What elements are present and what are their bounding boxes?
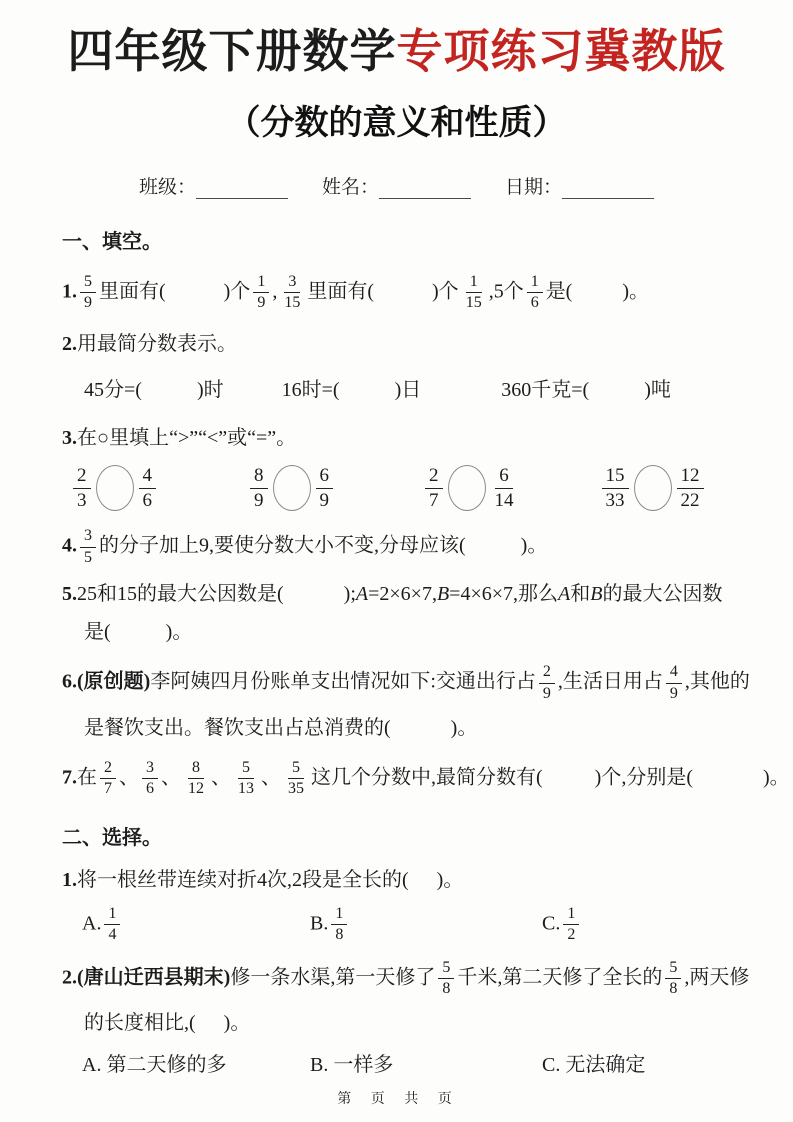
name-blank-line xyxy=(379,178,471,199)
class-blank-line xyxy=(196,178,288,199)
fraction-numerator: 4 xyxy=(666,663,682,683)
text-run: A. 第二天修的多 xyxy=(82,1054,227,1077)
fraction-denominator: 6 xyxy=(530,294,539,312)
bold-text-run: 2. xyxy=(62,332,77,355)
fraction xyxy=(666,663,682,703)
text-run: ,两天修 xyxy=(684,966,750,989)
fraction-denominator: 7 xyxy=(429,489,439,511)
fraction xyxy=(142,759,158,799)
fraction-denominator: 13 xyxy=(238,780,254,798)
fraction-denominator: 35 xyxy=(288,780,304,798)
fraction-denominator: 9 xyxy=(669,684,678,702)
text-run: 李阿姨四月份账单支出情况如下:交通出行占 xyxy=(150,670,536,693)
fraction xyxy=(316,465,334,512)
text-run: 16时=( xyxy=(281,378,340,401)
fraction-denominator: 5 xyxy=(84,548,92,566)
q7-line xyxy=(62,757,790,801)
page-title-black: 四年级下册数学 xyxy=(67,25,397,77)
class-label: 班级： xyxy=(138,176,196,198)
fraction xyxy=(491,465,518,512)
fraction xyxy=(284,759,308,799)
text-run: ); xyxy=(343,583,356,606)
fraction-numerator: 1 xyxy=(563,905,579,925)
fraction-denominator: 22 xyxy=(680,489,700,511)
text-run: 和 xyxy=(570,583,591,606)
fraction xyxy=(527,273,543,313)
text-run: C. xyxy=(542,912,561,935)
fraction xyxy=(80,527,96,567)
fraction xyxy=(139,465,157,512)
italic-variable: A xyxy=(355,583,369,606)
fraction xyxy=(563,905,579,945)
text-run: ,5个 xyxy=(488,280,524,303)
fraction xyxy=(677,465,704,512)
date-field xyxy=(505,172,654,199)
bold-text-run: 2.(唐山迁西县期末) xyxy=(62,966,231,989)
fraction-denominator: 6 xyxy=(142,489,152,511)
fraction xyxy=(602,465,629,512)
text-run: )。 xyxy=(450,717,478,740)
fraction-denominator: 9 xyxy=(319,489,329,511)
s2-q2-options xyxy=(62,1050,735,1080)
option-item xyxy=(82,903,310,947)
text-run: )吨 xyxy=(644,378,671,401)
text-run: 里面有( xyxy=(99,280,166,303)
text-run: A. xyxy=(82,912,102,935)
page-subtitle: （分数的意义和性质） xyxy=(226,103,567,142)
fraction-numerator: 2 xyxy=(425,465,443,489)
fraction xyxy=(425,465,443,512)
comparison-circle xyxy=(96,465,134,511)
fraction-numerator: 8 xyxy=(250,465,268,489)
fraction-denominator: 9 xyxy=(84,294,92,312)
fraction-numerator: 2 xyxy=(100,759,116,779)
fraction-numerator: 4 xyxy=(139,465,157,489)
fraction-numerator: 2 xyxy=(539,663,555,683)
name-label: 姓名： xyxy=(321,176,379,198)
questions-content xyxy=(0,227,793,1080)
text-run: 的长度相比,( xyxy=(84,1012,196,1035)
text-run: )。 xyxy=(520,534,548,557)
fraction-denominator: 7 xyxy=(104,780,112,798)
text-run: 是餐饮支出。餐饮支出占总消费的( xyxy=(84,717,391,740)
text-run: =2×6×7, xyxy=(368,583,437,606)
fraction-numerator: 6 xyxy=(495,465,513,489)
class-field xyxy=(139,172,288,199)
fraction-numerator: 3 xyxy=(284,273,300,293)
text-run: , xyxy=(272,280,278,303)
q3-compare-row xyxy=(62,463,735,514)
bold-text-run: 3. xyxy=(62,426,77,449)
date-label: 日期： xyxy=(505,176,563,198)
section-2-header xyxy=(62,823,735,853)
bold-text-run: 1. xyxy=(62,280,77,303)
text-run: 、 xyxy=(161,766,181,789)
fraction-numerator: 1 xyxy=(104,905,120,925)
comparison-circle xyxy=(273,465,311,511)
text-run: 、 xyxy=(261,766,281,789)
text-run: 的分子加上9,要使分数大小不变,分母应该( xyxy=(99,534,466,557)
text-run: 将一根丝带连续对折4次,2段是全长的( xyxy=(77,868,409,891)
q4-line xyxy=(62,525,735,569)
option-item xyxy=(82,1050,310,1080)
text-run: )。 xyxy=(622,280,650,303)
bold-text-run: 7. xyxy=(62,766,77,789)
section-1-header xyxy=(62,227,735,257)
text-run: )时 xyxy=(196,378,224,401)
fraction-numerator: 5 xyxy=(80,273,96,293)
fraction-numerator: 2 xyxy=(73,465,91,489)
fraction-denominator: 14 xyxy=(494,489,514,511)
text-run: 这几个分数中,最简分数有( xyxy=(311,766,543,789)
text-run: 、 xyxy=(211,766,231,789)
q2-line xyxy=(62,329,735,359)
italic-variable: B xyxy=(436,583,450,606)
fraction xyxy=(73,465,91,512)
q2-conversions xyxy=(62,375,735,405)
option-item xyxy=(542,903,735,947)
text-run: )个 xyxy=(223,280,251,303)
s2-q1-options xyxy=(62,903,735,947)
bold-text-run: 5. xyxy=(62,583,77,606)
q3-line xyxy=(62,423,735,453)
fraction-numerator: 5 xyxy=(665,959,681,979)
fraction-numerator: 5 xyxy=(438,959,454,979)
text-run: )。 xyxy=(223,1012,251,1035)
name-field xyxy=(322,172,471,199)
text-run: 360千克=( xyxy=(501,378,590,401)
text-run: =4×6×7,那么 xyxy=(449,583,559,606)
page-title-red: 专项练习冀教版 xyxy=(396,25,726,77)
fraction-denominator: 8 xyxy=(669,979,678,997)
fraction-denominator: 15 xyxy=(465,294,482,312)
fraction-numerator: 1 xyxy=(466,273,482,293)
fraction-numerator: 1 xyxy=(527,273,543,293)
student-info-row xyxy=(0,172,793,199)
fraction xyxy=(184,759,208,799)
bold-text-run: 6.(原创题) xyxy=(62,670,151,693)
fraction xyxy=(234,759,258,799)
bold-text-run: 一、填空。 xyxy=(62,230,162,253)
q5-line-1 xyxy=(62,579,735,609)
date-blank-line xyxy=(562,178,654,199)
text-run: 修一条水渠,第一天修了 xyxy=(230,966,436,989)
fraction-numerator: 3 xyxy=(80,527,96,547)
fraction xyxy=(438,959,454,999)
text-run: B. xyxy=(310,912,329,935)
text-run: 在○里填上“>”“<”或“=”。 xyxy=(77,426,297,449)
fraction xyxy=(331,905,347,945)
q6-line-1 xyxy=(62,661,750,705)
bold-text-run: 4. xyxy=(62,534,77,557)
fraction-denominator: 9 xyxy=(254,489,264,511)
fraction-denominator: 9 xyxy=(257,294,266,312)
s2-q2-line-2 xyxy=(62,1008,735,1038)
fraction-denominator: 12 xyxy=(188,780,204,798)
text-run: ,其他的 xyxy=(684,670,750,693)
fraction-numerator: 15 xyxy=(602,465,629,489)
fraction-denominator: 8 xyxy=(335,926,344,944)
fraction-denominator: 33 xyxy=(605,489,625,511)
text-run: 是( xyxy=(84,621,111,644)
text-run: )。 xyxy=(763,766,790,789)
fraction-numerator: 12 xyxy=(677,465,704,489)
fraction xyxy=(462,273,486,313)
fraction xyxy=(253,273,269,313)
fraction-denominator: 6 xyxy=(146,780,154,798)
fraction-denominator: 4 xyxy=(108,926,117,944)
text-run: 是( xyxy=(545,280,573,303)
text-run: 25和15的最大公因数是( xyxy=(77,583,284,606)
text-run: 的最大公因数 xyxy=(602,583,723,606)
text-run: 、 xyxy=(119,766,139,789)
fraction-denominator: 2 xyxy=(567,926,576,944)
fraction-numerator: 3 xyxy=(142,759,158,779)
italic-variable: B xyxy=(590,583,603,606)
text-run: )个 xyxy=(432,280,459,303)
italic-variable: A xyxy=(558,583,571,606)
fraction-numerator: 1 xyxy=(331,905,347,925)
fraction xyxy=(80,273,96,313)
fraction xyxy=(100,759,116,799)
text-run: 用最简分数表示。 xyxy=(77,332,237,355)
fraction-denominator: 8 xyxy=(442,979,451,997)
q1-line xyxy=(62,271,735,315)
fraction-denominator: 3 xyxy=(77,489,87,511)
fraction-denominator: 15 xyxy=(284,294,301,312)
text-run: )个,分别是( xyxy=(594,766,693,789)
fraction-denominator: 9 xyxy=(542,684,551,702)
bold-text-run: 1. xyxy=(62,868,77,891)
page-title xyxy=(0,0,793,77)
text-run: )。 xyxy=(436,868,464,891)
text-run: 千米,第二天修了全长的 xyxy=(457,966,663,989)
bold-text-run: 二、选择。 xyxy=(62,826,162,849)
q5-line-2 xyxy=(62,617,735,647)
fraction-numerator: 8 xyxy=(188,759,204,779)
text-run: )。 xyxy=(165,621,193,644)
text-run: 里面有( xyxy=(307,280,375,303)
fraction xyxy=(250,465,268,512)
text-run: ,生活日用占 xyxy=(557,670,663,693)
fraction xyxy=(665,959,681,999)
option-item xyxy=(310,903,542,947)
text-run: 45分=( xyxy=(84,378,142,401)
option-item xyxy=(542,1050,735,1080)
fraction-numerator: 5 xyxy=(238,759,254,779)
fraction xyxy=(280,273,304,313)
text-run: )日 xyxy=(394,378,422,401)
page-footer: 第 页 共 页 xyxy=(337,1092,456,1107)
s2-q2-line-1 xyxy=(62,957,750,1001)
option-item xyxy=(310,1050,542,1080)
q6-line-2 xyxy=(62,713,735,743)
fraction-numerator: 5 xyxy=(288,759,304,779)
fraction-numerator: 6 xyxy=(316,465,334,489)
text-run: C. 无法确定 xyxy=(542,1054,646,1077)
comparison-circle xyxy=(634,465,672,511)
fraction xyxy=(539,663,555,703)
fraction xyxy=(104,905,120,945)
fraction-numerator: 1 xyxy=(253,273,269,293)
s2-q1-line xyxy=(62,865,735,895)
text-run: B. 一样多 xyxy=(310,1054,394,1077)
comparison-circle xyxy=(448,465,486,511)
text-run: 在 xyxy=(77,766,97,789)
